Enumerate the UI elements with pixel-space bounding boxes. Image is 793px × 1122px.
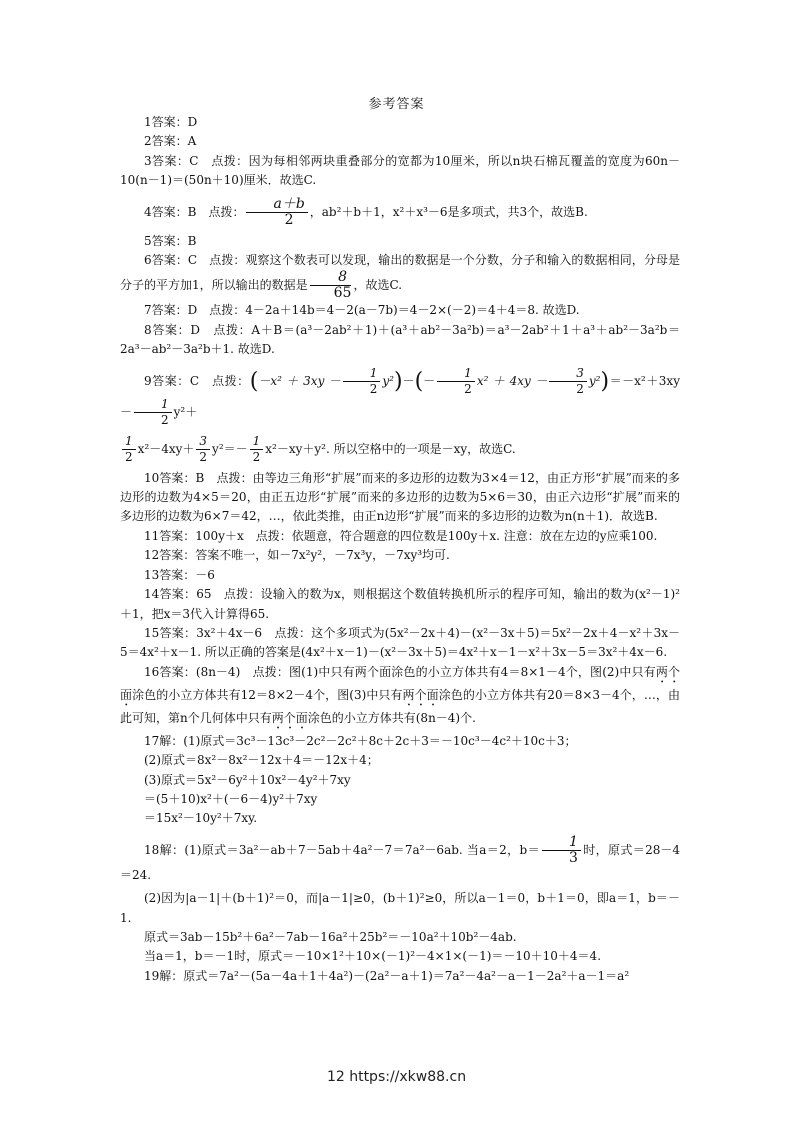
answer-3: 3答案：C 点拨：因为每相邻两块重叠部分的宽都为10厘米，所以n块石棉瓦覆盖的宽度为60n－10(n－1)＝(50n＋10)厘米．故选C. xyxy=(120,153,680,188)
answer-5: 5答案：B xyxy=(144,233,197,248)
answer-6-fraction xyxy=(310,270,352,301)
answer-17-part-3: (3)原式＝5x²－6y²＋10x²－4y²＋7xy xyxy=(144,772,351,787)
fraction-three-halves xyxy=(196,434,210,465)
answer-6-denominator: 65 xyxy=(333,285,352,302)
frac-num: 1 xyxy=(250,434,264,450)
answer-2: 2答案：A xyxy=(144,134,197,149)
answer-9: 9答案：C 点拨：(－x² ＋ 3xy － $\frac{1}{2}$ y²)－(－ $\frac{1}{2}$ x² ＋ 4xy － $\frac{3}{2}$ y²)＝－x²＋3xy－ $\frac{1}{2}$ y²＋ xyxy=(120,365,680,427)
frac-num: 3 xyxy=(196,434,210,450)
answer-4-denominator: 2 xyxy=(284,211,294,228)
answer-9-text-c: y²＋ xyxy=(173,404,198,419)
answer-17-part-1: 17解：(1)原式＝3c³－13c³－2c²－2c²＋8c＋2c＋3＝－10c³－4c²＋10c＋3； xyxy=(144,733,577,748)
answer-18-part-1 xyxy=(120,835,680,885)
fraction-half xyxy=(122,434,136,465)
answer-9-text-e: y²＝－ xyxy=(212,441,248,456)
answer-7: 7答案：D 点拨：4－2a＋14b＝4－2(a－7b)＝4－2×(－2)＝4＋4＝8. 故选D. xyxy=(144,303,580,318)
frac-num: 1 xyxy=(437,366,475,382)
frac-den: 2 xyxy=(464,381,472,396)
answer-16-text-b: 涂色的小立方体共有12＝8×2－4个，图(3)中只有 xyxy=(132,687,403,702)
answer-6-text-a: 6答案：C 点拨：观察这个数表可以发现，输出的数据是一个分数，分子和输入的数据相同，分母是分子的平方加1，所以输出的数据是 xyxy=(120,253,680,293)
frac-den: 2 xyxy=(125,449,133,464)
frac-num: 1 xyxy=(343,366,381,382)
answer-9-text-f: x²－xy＋y². 所以空格中的一项是－xy，故选C. xyxy=(265,441,516,456)
fraction-half xyxy=(437,366,475,397)
answer-16-emphasis-3: 两个面 xyxy=(271,710,308,725)
answer-18-text-a: 18解：(1)原式＝3a²－ab＋7－5ab＋4a²－7＝7a²－6ab. 当a＝2，b＝ xyxy=(144,842,540,857)
answer-18-numerator: 1 xyxy=(542,835,581,851)
answer-13: 13答案：－6 xyxy=(144,567,215,582)
fraction-half xyxy=(250,434,264,465)
answer-4-fraction xyxy=(246,197,307,228)
answer-10: 10答案：B 点拨：由等边三角形“扩展”而来的多边形的边数为3×4＝12，由正方形“扩展”而来的多边形的边数为4×5＝20，由正五边形“扩展”而来的多边形的边数为5×6＝30，由正六边形“扩展”而来的多边形的边数为6×7＝42，…，依此类推，由正n边形“扩展”而来的多边形的边数为n(n＋1)．故选B. xyxy=(120,470,680,524)
answer-4-text-b: ，ab²＋b＋1，x²＋x³－6是多项式，共3个，故选B. xyxy=(309,204,588,219)
answer-16-emphasis-1: 两个面 xyxy=(120,664,680,702)
frac-den: 2 xyxy=(161,412,169,427)
answer-9-math-1: －x² ＋ 3xy － xyxy=(258,373,341,388)
answer-12: 12答案：答案不唯一，如－7x²y²，－7x³y，－7xy³均可. xyxy=(144,548,450,563)
frac-num: 1 xyxy=(122,434,136,450)
answer-1: 1答案：D xyxy=(144,115,198,129)
answer-11: 11答案：100y＋x 点拨：依题意，符合题意的四位数是100y＋x. 注意：放在左边的y应乘100. xyxy=(144,528,658,543)
frac-num: 1 xyxy=(134,397,172,413)
answer-9-text-a: 9答案：C 点拨： xyxy=(144,373,250,388)
answer-4 xyxy=(120,197,680,228)
answer-4-text-a: 4答案：B 点拨： xyxy=(144,204,245,219)
answer-16-text-a: 16答案：(8n－4) 点拨：图(1)中只有两个面涂色的小立方体共有4＝8×1－4个，图(2)中只有 xyxy=(144,664,656,679)
answer-16-text-d: 涂色的小立方体共有(8n－4)个. xyxy=(307,710,476,725)
answer-18-step-1: 原式＝3ab－15b²＋6a²－7ab－16a²＋25b²＝－10a²＋10b²－4ab. xyxy=(144,929,517,944)
answer-18-text-b: 时，原式＝28－4＝24. xyxy=(120,842,681,882)
page-title: 参考答案 xyxy=(368,97,425,112)
answer-6 xyxy=(120,251,680,301)
answer-18-fraction xyxy=(542,835,581,866)
answer-16-emphasis-2: 两个面 xyxy=(402,687,439,702)
page-footer: 12 https://xkw88.cn xyxy=(326,1069,467,1085)
answer-9-text-b: ＝－x²＋3xy－ xyxy=(120,373,680,419)
answer-9-math-3: － xyxy=(402,373,415,388)
answer-16 xyxy=(120,663,680,732)
answer-17-step-2: ＝15x²－10y²＋7xy. xyxy=(144,811,258,826)
frac-num: 3 xyxy=(549,366,587,382)
answer-9-math-5: y² xyxy=(588,373,601,388)
answer-6-numerator: 8 xyxy=(310,270,352,286)
fraction-half xyxy=(343,366,381,397)
answer-8: 8答案：D 点拨：A＋B＝(a³－2ab²＋1)＋(a³＋ab²－3a²b)＝a³－2ab²＋1＋a³＋ab²－3a²b＝2a³－ab²－3a²b＋1. 故选D. xyxy=(120,322,680,357)
answer-17-step-1: ＝(5＋10)x²＋(－6－4)y²＋7xy xyxy=(144,791,318,806)
answer-9-continued xyxy=(120,434,680,465)
answer-15: 15答案：3x²＋4x－6 点拨：这个多项式为(5x²－2x＋4)－(x²－3x＋5)＝5x²－2x＋4－x²＋3x－5＝4x²＋x－1. 所以正确的答案是(4x²＋x－1)－(x²－3x＋5)＝4x²＋x－1－x²＋3x－5＝3x²＋4x－6. xyxy=(120,625,680,660)
answer-content xyxy=(120,113,680,986)
answer-9-math-4: x² ＋ 4xy － xyxy=(476,373,548,388)
answer-9-text-d: x²－4xy＋ xyxy=(137,441,195,456)
answer-14: 14答案：65 点拨：设输入的数为x，则根据这个数值转换机所示的程序可知，输出的数为(x²－1)²＋1，把x＝3代入计算得65. xyxy=(120,587,680,621)
fraction-half xyxy=(134,397,172,428)
answer-18-part-2: (2)因为|a－1|＋(b＋1)²＝0，而|a－1|≥0，(b＋1)²≥0，所以a－1＝0，b＋1＝0，即a＝1，b＝－1. xyxy=(120,891,680,925)
frac-den: 2 xyxy=(369,381,378,396)
frac-den: 2 xyxy=(252,449,261,464)
frac-den: 2 xyxy=(576,381,584,396)
answer-18-denominator: 3 xyxy=(568,849,578,866)
fraction-three-halves xyxy=(549,366,587,397)
answer-17-part-2: (2)原式＝8x²－8x²－12x＋4＝－12x＋4； xyxy=(144,753,379,768)
answer-9-math-2: y² xyxy=(382,373,394,388)
answer-4-numerator: a＋b xyxy=(246,197,307,213)
answer-6-text-b: ，故选C. xyxy=(353,278,403,293)
frac-den: 2 xyxy=(199,449,208,464)
answer-18-step-2: 当a＝1，b＝－1时，原式＝－10×1²＋10×(－1)²－4×1×(－1)＝－10＋10＋4＝4. xyxy=(144,949,602,964)
answer-16-text-c: 涂色的小立方体共有20＝8×3－4个，…，由此可知，第n个几何体中只有 xyxy=(120,687,680,725)
answer-19: 19解：原式＝7a²－(5a－4a＋1＋4a²)－(2a²－a＋1)＝7a²－4a²－a－1－2a²＋a－1＝a² xyxy=(144,968,630,983)
